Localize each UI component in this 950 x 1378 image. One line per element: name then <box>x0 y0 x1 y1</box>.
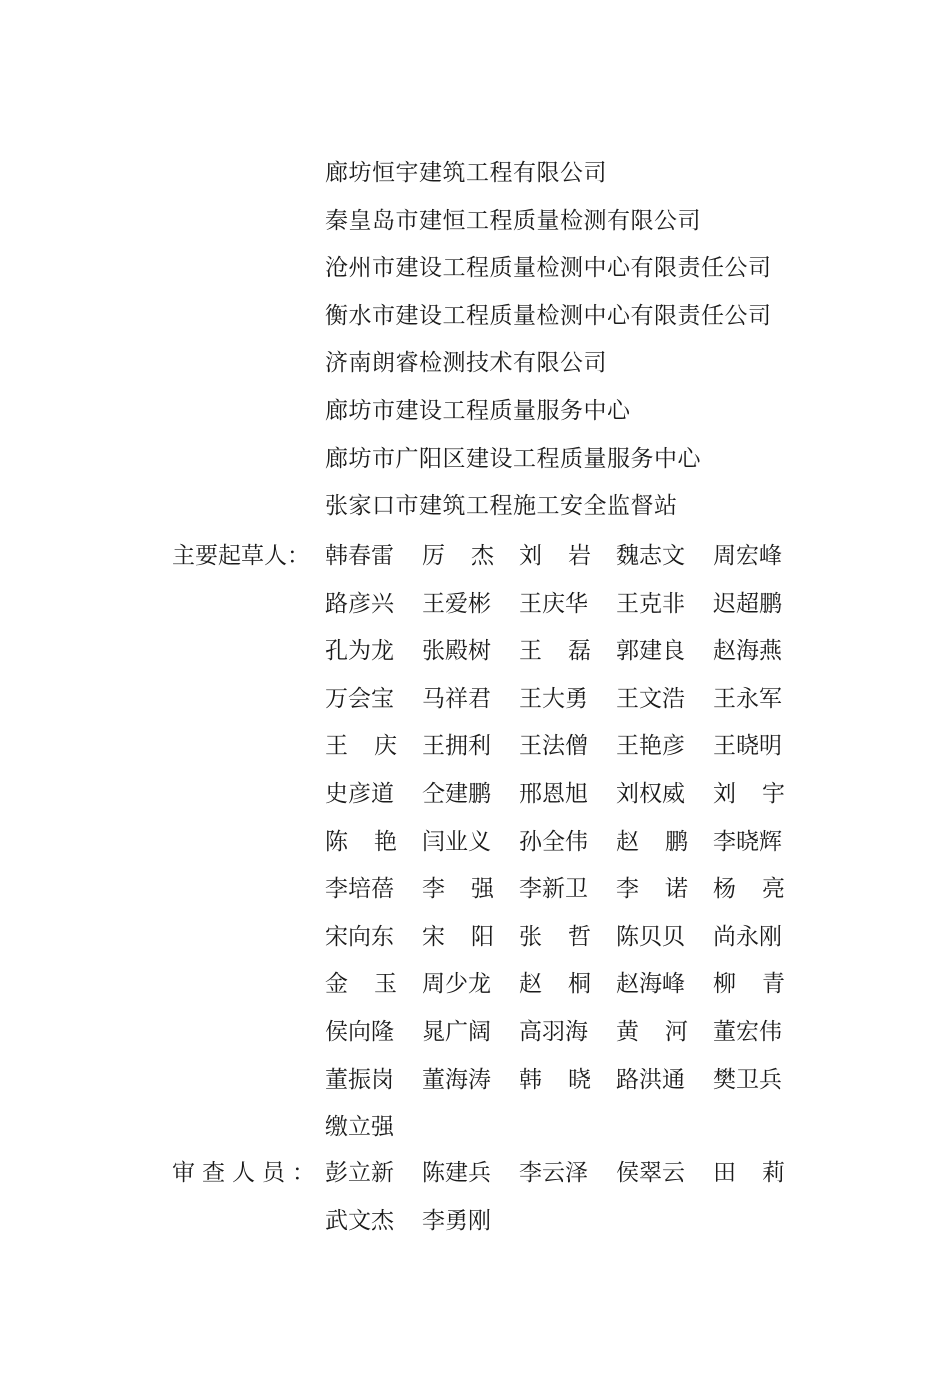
person-name: 王 磊 <box>519 638 591 665</box>
name-row <box>325 1149 795 1197</box>
person-name: 李培蓓 <box>325 876 394 903</box>
name-row <box>325 818 795 866</box>
person-name: 王艳彦 <box>616 733 685 760</box>
person-name: 王文浩 <box>616 685 685 712</box>
person-name: 孙全伟 <box>519 828 588 855</box>
person-name: 王爱彬 <box>422 590 491 617</box>
name-row <box>325 1197 795 1245</box>
person-name: 韩春雷 <box>325 543 394 569</box>
person-name: 武文杰 <box>325 1207 394 1234</box>
person-name: 侯向隆 <box>325 1019 394 1045</box>
organization-line: 秦皇岛市建恒工程质量检测有限公司 <box>325 207 701 234</box>
person-name: 韩 晓 <box>519 1066 591 1093</box>
person-name: 董宏伟 <box>713 1019 782 1045</box>
person-name: 王克非 <box>616 590 685 617</box>
person-name: 缴立强 <box>325 1114 394 1141</box>
name-row <box>325 580 795 628</box>
person-name: 柳 青 <box>713 971 785 998</box>
person-name: 赵海峰 <box>616 971 685 998</box>
person-name: 马祥君 <box>422 685 491 712</box>
person-name: 陈贝贝 <box>616 923 685 950</box>
person-name: 王拥利 <box>422 733 491 760</box>
name-row <box>325 865 795 913</box>
person-name: 孔为龙 <box>325 638 394 665</box>
organization-line: 张家口市建筑工程施工安全监督站 <box>325 493 678 520</box>
name-row <box>325 532 795 580</box>
person-name: 杨 亮 <box>713 876 785 903</box>
person-name: 陈 艳 <box>325 828 397 855</box>
person-name: 尚永刚 <box>713 923 782 950</box>
person-name: 邢恩旭 <box>519 781 588 807</box>
name-row <box>325 722 795 770</box>
person-name: 宋向东 <box>325 923 394 950</box>
person-name: 郭建良 <box>616 638 685 665</box>
name-row <box>325 1103 795 1151</box>
person-name: 刘权威 <box>616 781 685 807</box>
person-name: 赵 桐 <box>519 971 591 998</box>
name-row <box>325 913 795 961</box>
name-row <box>325 675 795 723</box>
name-row <box>325 770 795 818</box>
person-name: 王庆华 <box>519 590 588 617</box>
person-name: 金 玉 <box>325 971 397 998</box>
person-name: 高羽海 <box>519 1019 588 1045</box>
person-name: 张殿树 <box>422 638 491 665</box>
person-name: 路彦兴 <box>325 590 394 617</box>
person-name: 董振岗 <box>325 1066 394 1093</box>
name-row <box>325 1056 795 1104</box>
person-name: 田 莉 <box>713 1160 785 1186</box>
person-name: 闫业义 <box>422 828 491 855</box>
person-name: 魏志文 <box>616 543 685 569</box>
person-name: 路洪通 <box>616 1066 685 1093</box>
person-name: 董海涛 <box>422 1066 491 1093</box>
organization-line: 衡水市建设工程质量检测中心有限责任公司 <box>325 302 772 329</box>
person-name: 刘 宇 <box>713 781 785 807</box>
organization-line: 济南朗睿检测技术有限公司 <box>325 350 607 377</box>
person-name: 宋 阳 <box>422 923 494 950</box>
drafters-label: 主要起草人： <box>172 543 310 569</box>
person-name: 陈建兵 <box>422 1160 491 1186</box>
organization-line: 廊坊市建设工程质量服务中心 <box>325 398 631 424</box>
person-name: 王晓明 <box>713 733 782 760</box>
person-name: 周少龙 <box>422 971 491 998</box>
person-name: 赵 鹏 <box>616 828 688 855</box>
person-name: 黄 河 <box>616 1019 688 1045</box>
person-name: 李云泽 <box>519 1160 588 1186</box>
person-name: 史彦道 <box>325 781 394 807</box>
person-name: 李 诺 <box>616 876 688 903</box>
person-name: 仝建鹏 <box>422 781 491 807</box>
person-name: 赵海燕 <box>713 638 782 665</box>
person-name: 侯翠云 <box>616 1160 685 1186</box>
person-name: 王大勇 <box>519 685 588 712</box>
name-row <box>325 1008 795 1056</box>
person-name: 李晓辉 <box>713 828 782 855</box>
reviewers-label: 审查人员： <box>172 1160 322 1186</box>
person-name: 李勇刚 <box>422 1207 491 1234</box>
person-name: 万会宝 <box>325 685 394 712</box>
person-name: 彭立新 <box>325 1160 394 1186</box>
organization-line: 廊坊市广阳区建设工程质量服务中心 <box>325 445 701 472</box>
person-name: 刘 岩 <box>519 543 591 569</box>
person-name: 李 强 <box>422 876 494 903</box>
name-row <box>325 960 795 1008</box>
person-name: 王 庆 <box>325 733 397 760</box>
person-name: 李新卫 <box>519 876 588 903</box>
person-name: 樊卫兵 <box>713 1066 782 1093</box>
person-name: 迟超鹏 <box>713 590 782 617</box>
name-row <box>325 627 795 675</box>
person-name: 王法僧 <box>519 733 588 760</box>
person-name: 厉 杰 <box>422 543 494 569</box>
person-name: 张 哲 <box>519 923 591 950</box>
organization-line: 廊坊恒宇建筑工程有限公司 <box>325 160 607 186</box>
person-name: 王永军 <box>713 685 782 712</box>
person-name: 晁广阔 <box>422 1019 491 1045</box>
organization-line: 沧州市建设工程质量检测中心有限责任公司 <box>325 255 772 282</box>
person-name: 周宏峰 <box>713 543 782 569</box>
